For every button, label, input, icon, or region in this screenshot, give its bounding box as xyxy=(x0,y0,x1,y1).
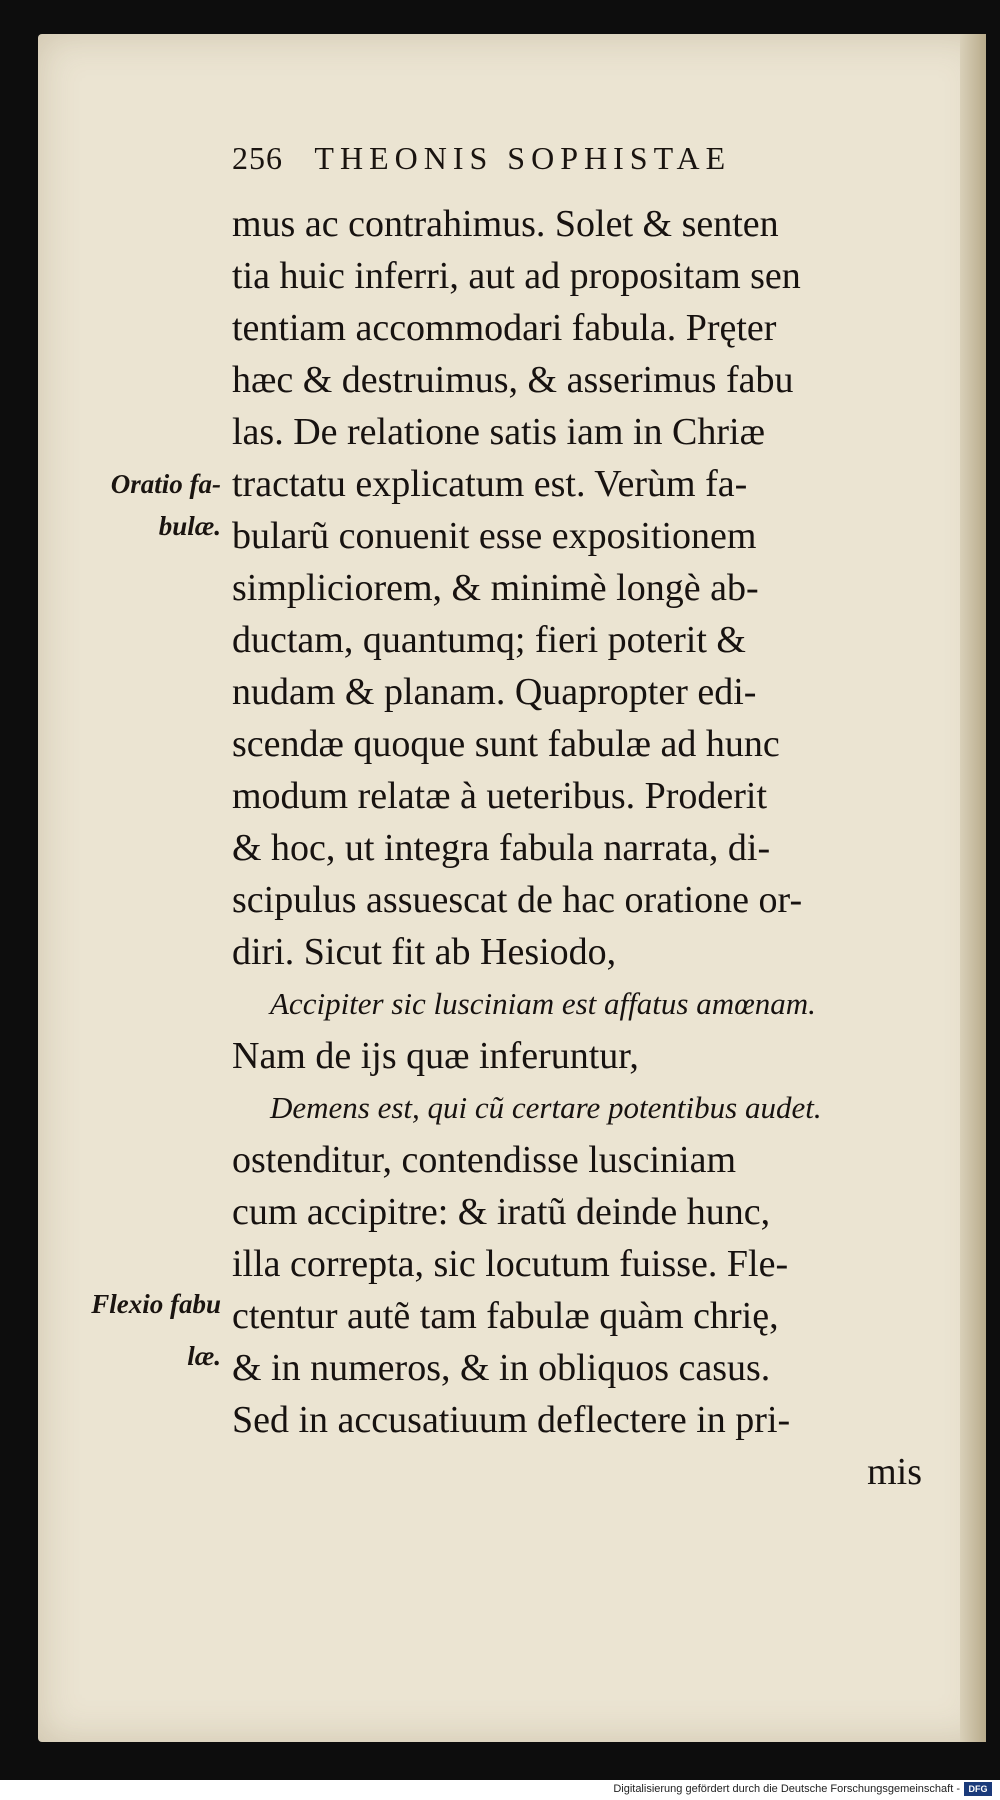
text-line: tia huic inferri, aut ad propositam sen xyxy=(232,255,801,297)
text-line: scipulus assuescat de hac oratione or- xyxy=(232,879,803,921)
digitization-credit: Digitalisierung gefördert durch die Deutsche Forschungsgemeinschaft - xyxy=(613,1783,960,1795)
running-head: THEONIS SOPHISTAE xyxy=(314,140,732,176)
text-line: & hoc, ut integra fabula narrata, di- xyxy=(232,827,771,869)
text-line: tractatu explicatum est. Verùm fa- xyxy=(232,463,748,505)
dfg-logo-icon: DFG xyxy=(964,1782,992,1796)
text-line: ostenditur, contendisse lusciniam xyxy=(232,1139,737,1181)
text-line: illa correpta, sic locutum fuisse. Fle- xyxy=(232,1243,789,1285)
text-line: cum accipitre: & iratũ deinde hunc, xyxy=(232,1191,771,1233)
text-line: tentiam accommodari fabula. Pręter xyxy=(232,307,777,349)
margin-note-oratio: Oratio fa- xyxy=(110,469,221,499)
page-number: 256 xyxy=(232,140,283,176)
text-line: hæc & destruimus, & asserimus fabu xyxy=(232,359,794,401)
text-line: scendæ quoque sunt fabulæ ad hunc xyxy=(232,723,780,765)
text-line: ctentur autẽ tam fabulæ quàm chrię, xyxy=(232,1295,779,1337)
verse-line: Accipiter sic lusciniam est affatus amœnam. xyxy=(270,986,816,1021)
text-line: Nam de ijs quæ inferuntur, xyxy=(232,1035,639,1077)
text-line: las. De relatione satis iam in Chriæ xyxy=(232,411,765,453)
text-line: nudam & planam. Quapropter edi- xyxy=(232,671,757,713)
margin-note-flexio: Flexio fabu xyxy=(91,1289,221,1319)
text-line: bularũ conuenit esse expositionem xyxy=(232,515,757,557)
margin-note-flexio-cont: læ. xyxy=(187,1341,221,1371)
text-line: modum relatæ à ueteribus. Proderit xyxy=(232,775,768,817)
margin-note-oratio-cont: bulæ. xyxy=(158,511,221,541)
text-line: simpliciorem, & minimè longè ab- xyxy=(232,567,759,609)
text-line: mus ac contrahimus. Solet & senten xyxy=(232,203,779,245)
text-line: ductam, quantumq; fieri poterit & xyxy=(232,619,746,661)
text-line: Sed in accusatiuum deflectere in pri- xyxy=(232,1399,791,1441)
page-header xyxy=(232,140,932,188)
text-line: diri. Sicut fit ab Hesiodo, xyxy=(232,931,617,973)
catchword: mis xyxy=(867,1451,922,1493)
text-line: & in numeros, & in obliquos casus. xyxy=(232,1347,771,1389)
verse-line: Demens est, qui cũ certare potentibus audet. xyxy=(270,1090,822,1125)
page-edge xyxy=(960,34,986,1742)
body-text xyxy=(232,198,922,1498)
